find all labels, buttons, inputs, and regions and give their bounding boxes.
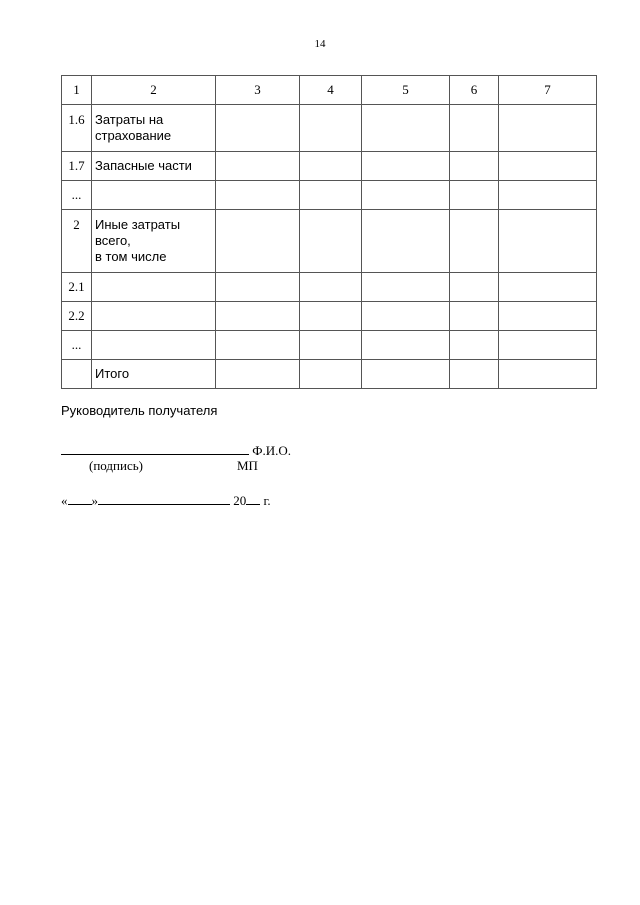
table-cell	[362, 331, 450, 360]
row-number: 2.1	[62, 273, 92, 302]
table-cell	[300, 105, 362, 152]
date-close-quote: »	[91, 493, 98, 508]
table-cell	[216, 210, 300, 273]
column-header: 4	[300, 76, 362, 105]
month-underline	[98, 492, 230, 505]
table-cell	[362, 360, 450, 389]
table-cell	[216, 181, 300, 210]
table-cell	[450, 273, 499, 302]
row-name	[92, 273, 216, 302]
year-prefix: 20	[233, 493, 247, 508]
column-header: 6	[450, 76, 499, 105]
row-name-line: Иные затраты	[95, 217, 181, 232]
table-row	[62, 273, 597, 302]
table-cell	[450, 105, 499, 152]
table-cell	[362, 210, 450, 273]
row-name	[92, 302, 216, 331]
table-cell	[216, 302, 300, 331]
table-cell	[362, 302, 450, 331]
table-header-row	[62, 76, 597, 105]
table-cell	[300, 181, 362, 210]
table-cell	[216, 273, 300, 302]
table-cell	[499, 105, 597, 152]
row-name-line: всего,	[95, 233, 131, 248]
date-line	[61, 492, 271, 509]
table-row	[62, 181, 597, 210]
table-cell	[362, 105, 450, 152]
row-number: 2	[62, 210, 92, 273]
row-name: Запасные части	[92, 152, 216, 181]
table-cell	[450, 152, 499, 181]
column-header: 5	[362, 76, 450, 105]
table-cell	[300, 210, 362, 273]
date-open-quote: «	[61, 493, 68, 508]
table-cell	[450, 181, 499, 210]
signature-caption: (подпись)	[89, 458, 143, 473]
table-cell	[362, 273, 450, 302]
signature-underline	[61, 442, 249, 455]
row-number: ...	[62, 331, 92, 360]
column-header: 7	[499, 76, 597, 105]
table-cell	[499, 302, 597, 331]
day-underline	[68, 492, 92, 505]
table-cell	[499, 210, 597, 273]
row-name: Итого	[92, 360, 216, 389]
year-underline	[246, 492, 260, 505]
table-cell	[450, 360, 499, 389]
row-number	[62, 360, 92, 389]
table-cell	[450, 331, 499, 360]
column-header: 1	[62, 76, 92, 105]
table-cell	[499, 181, 597, 210]
table-cell	[216, 152, 300, 181]
table-cell	[216, 105, 300, 152]
year-suffix: г.	[263, 493, 271, 508]
row-name	[92, 331, 216, 360]
row-name-line: в том числе	[95, 249, 167, 264]
row-number: 1.7	[62, 152, 92, 181]
table-row	[62, 331, 597, 360]
row-number: 2.2	[62, 302, 92, 331]
table-row-total	[62, 360, 597, 389]
table-cell	[450, 302, 499, 331]
table-cell	[499, 152, 597, 181]
table-cell	[300, 152, 362, 181]
table-cell	[216, 360, 300, 389]
row-name: Затраты на страхование	[92, 105, 216, 152]
table-cell	[300, 331, 362, 360]
column-header: 3	[216, 76, 300, 105]
table-cell	[499, 331, 597, 360]
table-cell	[216, 331, 300, 360]
table-cell	[300, 302, 362, 331]
table-row	[62, 152, 597, 181]
table-cell	[362, 152, 450, 181]
signature-line	[61, 442, 291, 459]
stamp-place-label: МП	[237, 458, 258, 473]
cost-table	[61, 75, 597, 389]
table-cell	[362, 181, 450, 210]
table-cell	[499, 360, 597, 389]
table-cell	[300, 273, 362, 302]
table-row	[62, 105, 597, 152]
row-number: ...	[62, 181, 92, 210]
signatory-title: Руководитель получателя	[61, 403, 218, 418]
row-number: 1.6	[62, 105, 92, 152]
row-name	[92, 181, 216, 210]
row-name	[92, 210, 216, 273]
column-header: 2	[92, 76, 216, 105]
table-row	[62, 210, 597, 273]
table-cell	[300, 360, 362, 389]
table-cell	[450, 210, 499, 273]
table-cell	[499, 273, 597, 302]
signature-block	[61, 403, 601, 508]
table-row	[62, 302, 597, 331]
page-number: 14	[314, 38, 326, 50]
fio-label: Ф.И.О.	[252, 443, 292, 458]
